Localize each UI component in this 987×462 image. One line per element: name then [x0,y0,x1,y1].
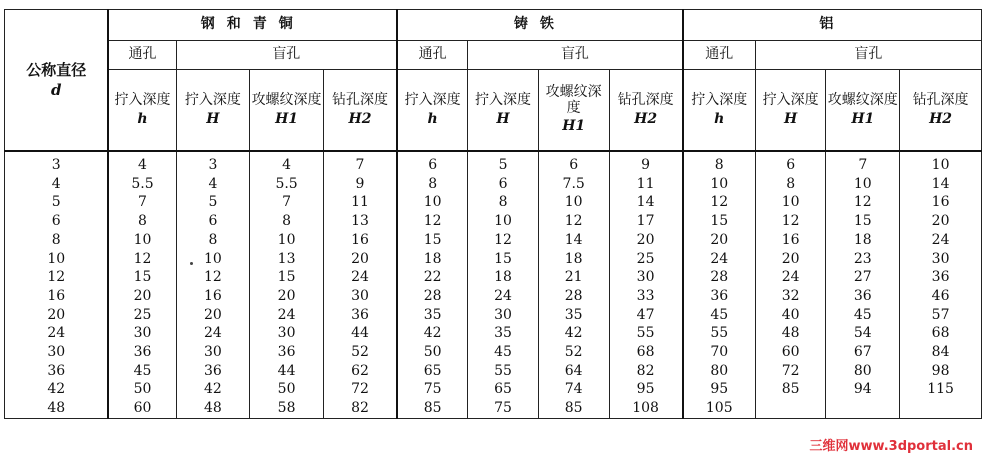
iron-H1-value: 7.5 [562,175,585,192]
steel-h-value: 25 [133,306,152,323]
al-H-value: 48 [781,325,800,342]
steel-H2-value: 11 [351,194,369,211]
iron-H2-value: 55 [636,325,655,342]
iron-H1-value: 35 [564,306,583,323]
iron-H-value: 55 [494,362,512,379]
steel-h-value: 4 [138,157,147,173]
steel-H-value: 36 [203,362,222,379]
steel-H2-value: 7 [355,157,365,173]
steel-H1-value: 50 [277,381,296,398]
al-H-value: 24 [781,269,800,286]
steel-H1-value: 4 [282,157,292,173]
steel-h-value: 45 [133,362,152,379]
diameter-value: 36 [47,362,66,379]
al-h-value: 28 [710,269,729,286]
iron-h-value: 65 [423,362,442,379]
al-H1-value: 27 [853,269,872,286]
steel-through-hole: 通孔 [108,41,176,70]
steel-H1-column [250,151,324,418]
iron-H2-value: 11 [636,175,655,192]
steel-H-value: 20 [203,306,222,323]
iron-H2-value: 30 [636,269,655,286]
steel-H2-value: 62 [351,362,369,379]
steel-H-header: 拧入深度 H [176,70,250,152]
iron-H1-value: 10 [564,194,583,211]
al-H1-value: 67 [853,344,872,361]
al-H2-value: 30 [931,250,950,267]
steel-h-value: 30 [133,325,152,342]
speck-mark [190,262,193,265]
al-H1-value: 12 [853,194,872,211]
al-H-value: 10 [781,194,800,211]
al-H-column [755,151,826,418]
al-H2-value: 24 [931,231,950,248]
al-H2-value: 68 [931,325,950,342]
al-H2-value: 16 [931,194,950,211]
steel-h-value: 7 [138,194,147,211]
al-through-hole: 通孔 [683,41,756,70]
al-H2-value: 84 [931,344,950,361]
diameter-value: 48 [47,400,66,417]
steel-H1-value: 8 [282,213,292,230]
iron-H1-value: 21 [564,269,583,286]
steel-h-value: 20 [133,287,152,304]
steel-H1-value: 15 [277,269,296,286]
al-H-value: 16 [781,231,800,248]
iron-H1-value: 18 [564,250,583,267]
al-H-value: 8 [786,175,796,192]
diameter-header [5,10,109,152]
iron-H-column [468,151,539,418]
diameter-column [5,151,109,418]
diameter-value: 16 [47,287,66,304]
iron-H1-value: 12 [564,213,583,230]
iron-H1-value: 42 [564,325,583,342]
iron-H-value: 5 [498,157,508,173]
steel-h-value: 15 [133,269,152,286]
iron-h-value: 8 [428,175,438,192]
material-aluminum: 铝 [683,10,982,41]
al-blind-hole: 盲孔 [755,41,981,70]
steel-H1-value: 10 [277,231,296,248]
al-H1-value: 80 [853,362,872,379]
iron-H1-header: 攻螺纹深度 H1 [538,70,609,152]
iron-h-value: 6 [428,157,438,173]
steel-H2-value: 24 [351,269,369,286]
steel-H1-value: 30 [277,325,296,342]
al-H1-value: 45 [853,306,872,323]
al-H1-header: 攻螺纹深度 H1 [826,70,900,152]
thread-depth-table [4,9,982,419]
diameter-value: 6 [51,213,61,230]
diameter-value: 8 [51,231,61,248]
iron-H2-column [609,151,683,418]
al-H-value: 32 [781,287,800,304]
steel-H-value: 30 [203,344,222,361]
steel-H2-value: 30 [351,287,369,304]
iron-H-value: 15 [494,250,512,267]
steel-h-value: 10 [133,231,152,248]
iron-H1-value: 64 [564,362,583,379]
al-h-value: 20 [710,231,729,248]
steel-H2-header: 钻孔深度 H2 [323,70,397,152]
material-steel-bronze: 钢和青铜 [108,10,397,41]
steel-H-value: 16 [203,287,222,304]
diameter-label: 公称直径 [26,61,87,79]
iron-blind-hole: 盲孔 [468,41,683,70]
steel-H1-header: 攻螺纹深度 H1 [250,70,324,152]
steel-H-value: 12 [203,269,222,286]
iron-H2-value: 68 [636,344,655,361]
steel-H1-value: 44 [277,362,296,379]
iron-H-value: 45 [494,344,512,361]
iron-H-value: 75 [494,400,512,417]
al-h-value: 80 [710,362,729,379]
iron-H-value: 6 [498,175,508,192]
iron-h-value: 12 [423,213,442,230]
iron-H1-value: 52 [564,344,583,361]
iron-h-header: 拧入深度 h [397,70,468,152]
al-H2-value: 36 [931,269,950,286]
iron-h-value: 75 [423,381,442,398]
al-H2-value: 46 [931,287,950,304]
al-h-value: 95 [710,381,729,398]
al-h-value: 55 [710,325,729,342]
al-H1-value: 23 [853,250,872,267]
iron-h-value: 15 [423,231,442,248]
iron-H1-value: 74 [564,381,583,398]
al-H-value: 12 [781,213,800,230]
al-h-value: 70 [710,344,729,361]
steel-H-value: 48 [203,400,222,417]
steel-h-value: 8 [138,213,147,230]
iron-h-value: 22 [423,269,442,286]
diameter-value: 42 [47,381,66,398]
iron-H2-value: 20 [636,231,655,248]
iron-H2-value: 14 [636,194,655,211]
al-H1-value: 36 [853,287,872,304]
iron-h-value: 10 [423,194,442,211]
steel-h-column [108,151,176,418]
steel-H1-value: 13 [277,250,296,267]
site-watermark: 三维网www.3dportal.cn [809,439,973,454]
iron-H-value: 35 [494,325,512,342]
iron-H-value: 30 [494,306,512,323]
iron-h-value: 85 [423,400,442,417]
al-h-value: 36 [710,287,729,304]
iron-H2-value: 108 [632,400,659,417]
al-H1-value [826,399,899,418]
iron-H-value: 10 [494,213,512,230]
steel-H1-value: 5.5 [275,175,298,192]
iron-H1-column [538,151,609,418]
iron-H2-value: 17 [636,213,655,230]
iron-h-value: 18 [423,250,442,267]
al-h-value: 10 [710,175,729,192]
al-h-value: 12 [710,194,729,211]
al-H2-value: 115 [927,381,954,398]
steel-blind-hole: 盲孔 [176,41,397,70]
al-H-value: 85 [781,381,800,398]
steel-H2-value: 16 [351,231,369,248]
diameter-value: 12 [47,269,66,286]
iron-H-value: 12 [494,231,512,248]
iron-H-value: 8 [498,194,508,211]
iron-through-hole: 通孔 [397,41,468,70]
diameter-value: 20 [47,306,66,323]
diameter-value: 5 [51,194,61,211]
steel-H-value: 42 [203,381,222,398]
steel-h-value: 36 [133,344,152,361]
al-H-value: 20 [781,250,800,267]
al-H-header: 拧入深度 H [755,70,826,152]
al-H1-value: 94 [853,381,872,398]
steel-h-value: 50 [133,381,152,398]
diameter-value: 10 [47,250,66,267]
al-H-value: 60 [781,344,800,361]
iron-H2-value: 95 [636,381,655,398]
al-H2-value: 98 [931,362,950,379]
diameter-value: 3 [51,157,61,173]
steel-h-header: 拧入深度 h [108,70,176,152]
iron-H2-value: 33 [636,287,655,304]
al-h-value: 45 [710,306,729,323]
steel-H1-value: 36 [277,344,296,361]
iron-h-column [397,151,468,418]
iron-H1-value: 6 [569,157,579,173]
iron-H-header: 拧入深度 H [468,70,539,152]
steel-H1-value: 7 [282,194,292,211]
al-h-value: 24 [710,250,729,267]
al-H1-value: 15 [853,213,872,230]
al-H1-value: 7 [858,157,868,173]
steel-H-column [176,151,250,418]
iron-H-value: 65 [494,381,512,398]
diameter-value: 4 [51,175,61,192]
iron-h-value: 28 [423,287,442,304]
al-H2-value: 10 [931,157,950,173]
al-H2-header: 钻孔深度 H2 [900,70,982,152]
al-H1-value: 10 [853,175,872,192]
steel-h-value: 12 [133,250,152,267]
al-h-column [683,151,756,418]
steel-h-value: 60 [133,400,152,417]
al-H2-value: 20 [931,213,950,230]
al-H-value: 72 [781,362,800,379]
steel-H1-value: 24 [277,306,296,323]
steel-H-value: 4 [208,175,218,192]
diameter-value: 24 [47,325,66,342]
diameter-value: 30 [47,344,66,361]
al-h-value: 15 [710,213,729,230]
iron-H-value: 24 [494,287,512,304]
al-H-value [756,399,826,418]
al-H-value: 40 [781,306,800,323]
steel-H1-value: 58 [277,400,296,417]
iron-H1-value: 14 [564,231,583,248]
steel-H-value: 24 [203,325,222,342]
iron-H1-value: 85 [564,400,583,417]
steel-H-value: 3 [208,157,218,173]
al-H2-value [900,399,981,418]
steel-H2-column [323,151,397,418]
steel-H2-value: 72 [351,381,369,398]
al-H1-value: 54 [853,325,872,342]
al-h-value: 8 [714,157,724,173]
al-H2-value: 14 [931,175,950,192]
al-H2-column [900,151,982,418]
al-h-value: 105 [705,400,733,417]
steel-H2-value: 9 [355,175,365,192]
al-H1-column [826,151,900,418]
iron-H2-value: 82 [636,362,655,379]
steel-H-value: 6 [208,213,218,230]
steel-H-value: 8 [208,231,218,248]
iron-h-value: 35 [423,306,442,323]
steel-H2-value: 20 [351,250,369,267]
steel-H2-value: 44 [351,325,369,342]
al-H-value: 6 [786,157,796,173]
iron-H2-header: 钻孔深度 H2 [609,70,683,152]
diameter-symbol: d [50,80,62,99]
steel-H2-value: 36 [351,306,369,323]
steel-H-value: 10 [203,250,222,267]
steel-H2-value: 52 [351,344,369,361]
steel-H1-value: 20 [277,287,296,304]
al-h-header: 拧入深度 h [683,70,756,152]
steel-h-value: 5.5 [131,175,154,192]
iron-H2-value: 9 [641,157,651,173]
steel-H-value: 5 [208,194,218,211]
steel-H2-value: 82 [351,400,369,417]
iron-H2-value: 47 [636,306,655,323]
iron-h-value: 50 [423,344,442,361]
al-H1-value: 18 [853,231,872,248]
iron-H-value: 18 [494,269,512,286]
iron-H1-value: 28 [564,287,583,304]
iron-H2-value: 25 [636,250,655,267]
iron-h-value: 42 [423,325,442,342]
steel-H2-value: 13 [351,213,369,230]
material-cast-iron: 铸铁 [397,10,683,41]
al-H2-value: 57 [931,306,950,323]
